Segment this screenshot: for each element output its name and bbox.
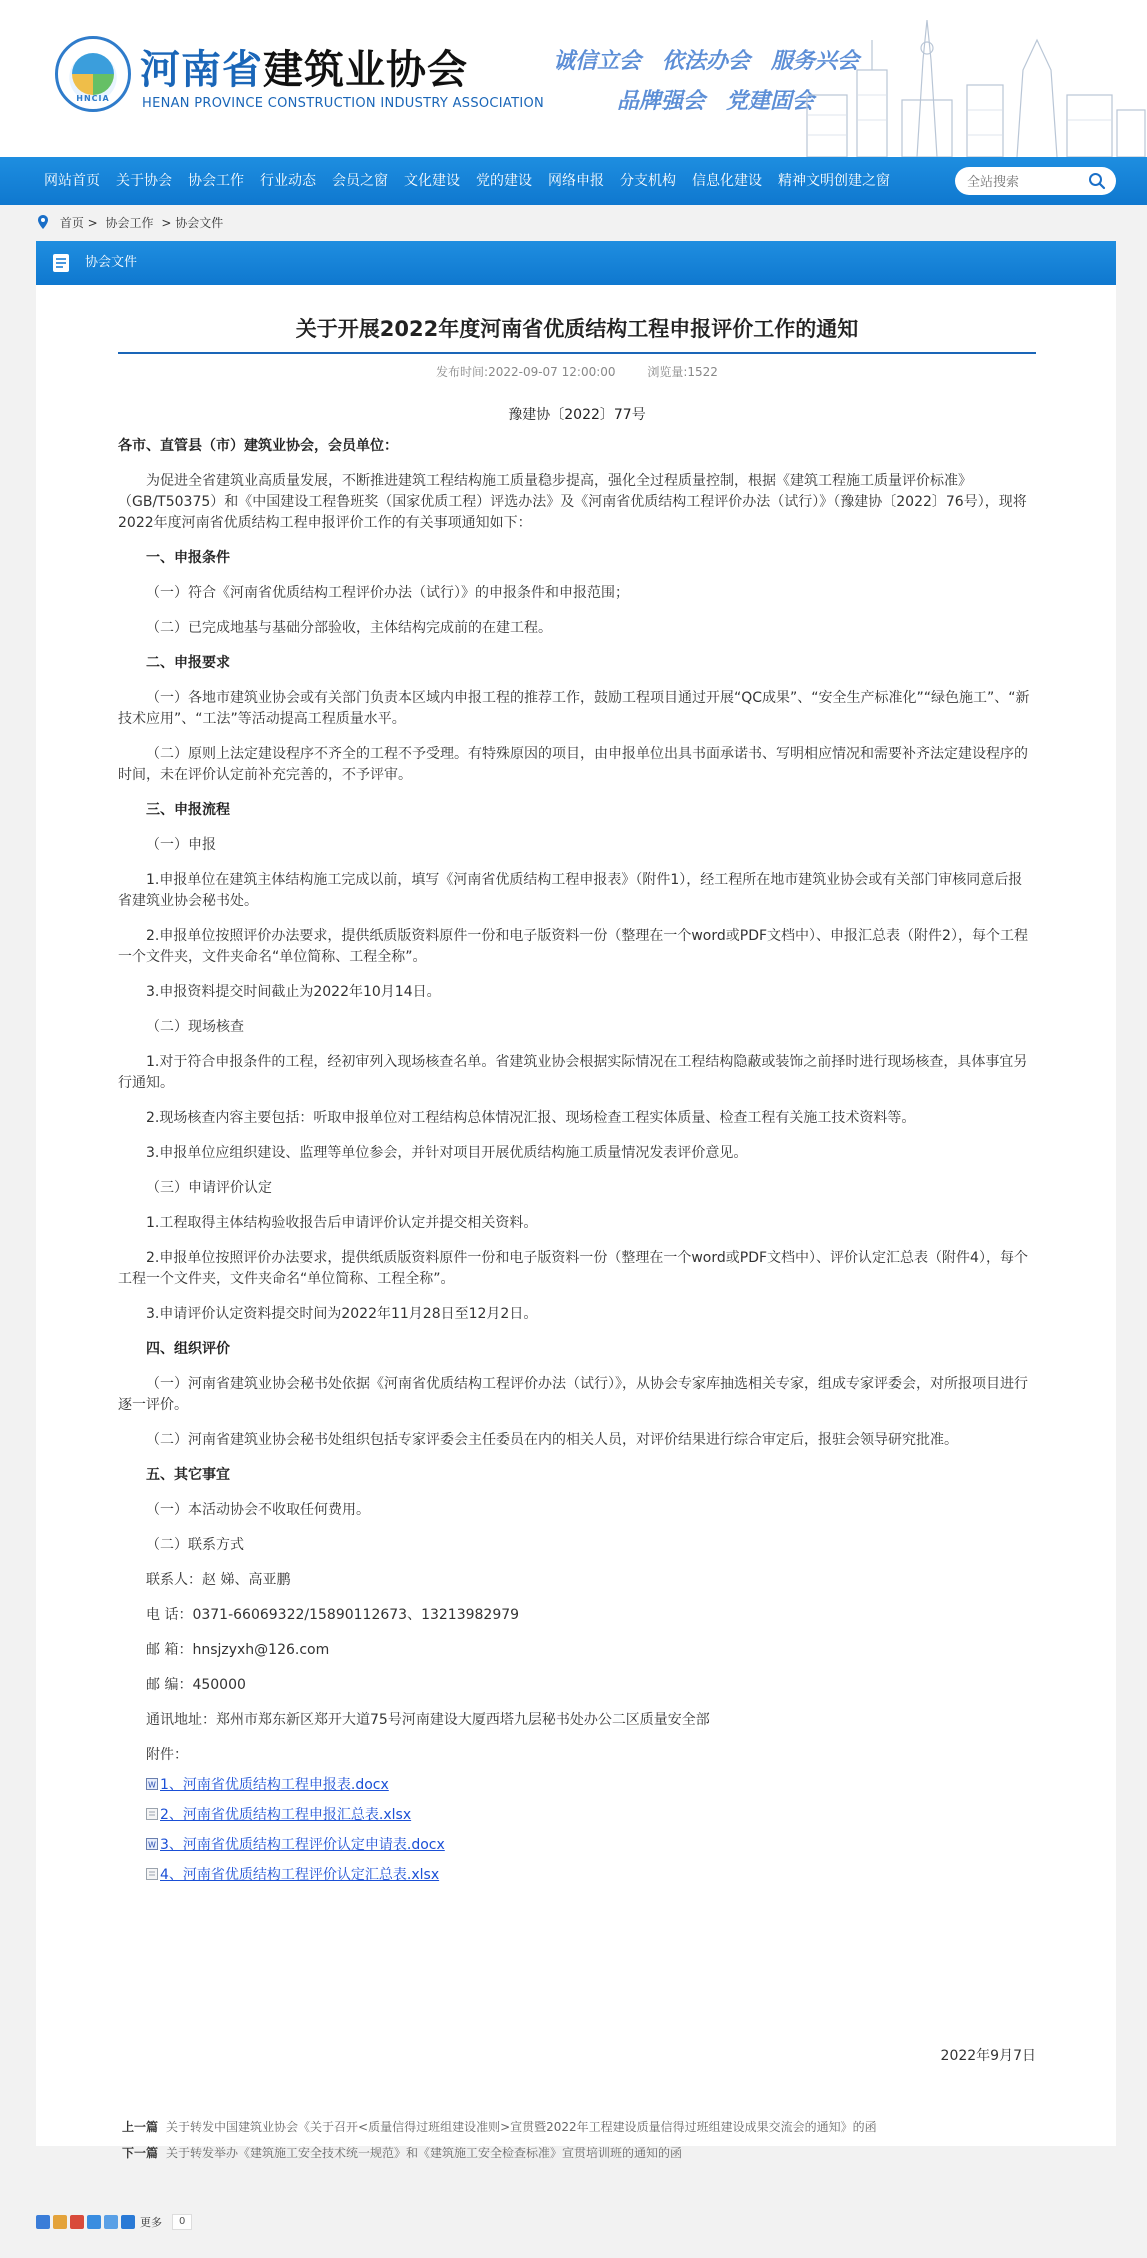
paragraph: （二）河南省建筑业协会秘书处组织包括专家评委会主任委员在内的相关人员，对评价结果进行综合审定后，报驻会领导研究批准。: [146, 1432, 958, 1448]
share-weibo-icon[interactable]: [53, 2215, 67, 2229]
paragraph: 2.申报单位按照评价办法要求，提供纸质版资料原件一份和电子版资料一份（整理在一个word或PDF文档中）、申报汇总表（附件2），每个工程一个文件夹，文件夹命名“单位简称、工程全称”。: [118, 928, 1028, 965]
nav-item-civilization[interactable]: 精神文明创建之窗: [778, 173, 890, 189]
nav-item-members[interactable]: 会员之窗: [332, 173, 388, 189]
share-douban-icon[interactable]: [104, 2215, 118, 2229]
contact-email: 邮 箱：hnsjzyxh@126.com: [146, 1642, 330, 1658]
nav-item-online-apply[interactable]: 网络申报: [548, 173, 604, 189]
share-renren-icon[interactable]: [87, 2215, 101, 2229]
logo-emblem-icon: [72, 53, 114, 95]
paragraph: 1.对于符合申报条件的工程，经初审列入现场核查名单。省建筑业协会根据实际情况在工程结构隐蔽或装饰之前择时进行现场核查，具体事宜另行通知。: [118, 1054, 1028, 1091]
paragraph: 3.申请评价认定资料提交时间为2022年11月28日至12月2日。: [146, 1306, 538, 1322]
section-title: 协会文件: [85, 255, 138, 270]
contact-address: 通讯地址：郑州市郑东新区郑开大道75号河南建设大厦西塔九层秘书处办公二区质量安全部: [146, 1712, 710, 1728]
paragraph: 1.工程取得主体结构验收报告后申请评价认定并提交相关资料。: [146, 1215, 538, 1231]
paragraph: （二）原则上法定建设程序不齐全的工程不予受理。有特殊原因的项目，由申报单位出具书面承诺书、写明相应情况和需要补齐法定建设程序的时间，未在评价认定前补充完善的，不予评审。: [118, 746, 1028, 783]
association-logo[interactable]: [55, 36, 131, 112]
xlsx-file-icon: [146, 1868, 158, 1880]
paragraph: （一）河南省建筑业协会秘书处依据《河南省优质结构工程评价办法（试行）》，从协会专家库抽选相关专家，组成专家评委会，对所报项目进行逐一评价。: [118, 1376, 1028, 1413]
site-name-english: HENAN PROVINCE CONSTRUCTION INDUSTRY ASSOCIATION: [142, 96, 545, 111]
nav-item-home[interactable]: 网站首页: [44, 173, 100, 189]
nav-item-party[interactable]: 党的建设: [476, 173, 532, 189]
nav-item-branches[interactable]: 分支机构: [620, 173, 676, 189]
document-number: 豫建协〔2022〕77号: [508, 407, 646, 423]
contact-person: 联系人：赵 娣、高亚鹏: [146, 1572, 291, 1588]
xlsx-file-icon: [146, 1808, 158, 1820]
section-heading-5: 五、其它事宜: [146, 1467, 230, 1483]
svg-text:W: W: [148, 1840, 156, 1850]
paragraph: 2.现场核查内容主要包括：听取申报单位对工程结构总体情况汇报、现场检查工程实体质量、检查工程有关施工技术资料等。: [146, 1110, 916, 1126]
breadcrumb-current[interactable]: > 协会文件: [161, 216, 224, 230]
main-nav: [0, 157, 1147, 205]
nav-item-industry-news[interactable]: 行业动态: [260, 173, 316, 189]
site-search: [955, 167, 1116, 195]
addressee: 各市、直管县（市）建筑业协会，会员单位：: [118, 438, 398, 454]
next-label: 下一篇: [122, 2146, 159, 2160]
paragraph: 3.申报资料提交时间截止为2022年10月14日。: [146, 984, 441, 1000]
attachments-label: 附件：: [146, 1747, 188, 1763]
logo-text: HNCIA: [76, 94, 110, 103]
site-header: [0, 0, 1147, 157]
main-panel: [36, 241, 1116, 2146]
slogan-3: 服务兴会: [771, 49, 860, 74]
slogan-4: 品牌强会: [617, 89, 706, 114]
prev-article-link[interactable]: 关于转发中国建筑业协会《关于召开<质量信得过班组建设准则>宣贯暨2022年工程建设质量信得过班组建设成果交流会的通知》的函: [166, 2120, 877, 2134]
share-qzone-icon[interactable]: [36, 2215, 50, 2229]
next-article: [122, 2144, 682, 2161]
site-name-dark: 建筑业协会: [263, 46, 468, 93]
paragraph: （一）各地市建筑业协会或有关部门负责本区域内申报工程的推荐工作，鼓励工程项目通过开展“QC成果”、“安全生产标准化”“绿色施工”、“新技术应用”、“工法”等活动提高工程质量水平。: [118, 690, 1030, 727]
attachment-item: [146, 1836, 1036, 1854]
share-tencent-icon[interactable]: [70, 2215, 84, 2229]
paragraph: 1.申报单位在建筑主体结构施工完成以前，填写《河南省优质结构工程申报表》（附件1），经工程所在地市建筑业协会或有关部门审核同意后报省建筑业协会秘书处。: [118, 872, 1023, 909]
share-count: 0: [172, 2214, 192, 2230]
share-more-icon[interactable]: [121, 2215, 135, 2229]
share-bar: [36, 2214, 192, 2230]
site-name[interactable]: [140, 38, 468, 95]
slogan-5: 党建固会: [726, 89, 815, 114]
nav-item-work[interactable]: 协会工作: [188, 173, 244, 189]
docx-file-icon: [146, 1838, 158, 1850]
intro-paragraph: 为促进全省建筑业高质量发展，不断推进建筑工程结构施工质量稳步提高，强化全过程质量控制，根据《建筑工程施工质量评价标准》（GB/T50375）和《中国建设工程鲁班奖（国家优质工程）评选办法》及《河南省优质结构工程评价办法（试行）》（豫建协〔2022〕76号），现将2022年度河南省优质结构工程申报评价工作的有关事项通知如下：: [118, 473, 1027, 531]
paragraph: 2.申报单位按照评价办法要求，提供纸质版资料原件一份和电子版资料一份（整理在一个word或PDF文档中）、评价认定汇总表（附件4），每个工程一个文件夹，文件夹命名“单位简称、工程全称”。: [118, 1250, 1028, 1287]
site-name-blue: 河南省: [140, 46, 263, 93]
location-pin-icon: [38, 215, 48, 229]
nav-item-about[interactable]: 关于协会: [116, 173, 172, 189]
prev-article: [122, 2118, 877, 2135]
paragraph: （二）联系方式: [146, 1537, 244, 1553]
article-body: [118, 436, 1036, 1896]
share-more-label[interactable]: 更多: [140, 2216, 162, 2229]
publish-time: 发布时间:2022-09-07 12:00:00: [436, 365, 616, 379]
search-input[interactable]: [955, 167, 1089, 197]
paragraph: 3.申报单位应组织建设、监理等单位参会，并针对项目开展优质结构施工质量情况发表评价意见。: [146, 1145, 748, 1161]
section-heading-3: 三、申报流程: [146, 802, 230, 818]
document-icon: [53, 254, 69, 272]
slogan-1: 诚信立会: [553, 49, 642, 74]
subheading: （一）申报: [146, 837, 216, 853]
attachment-item: [146, 1866, 1036, 1884]
contact-postcode: 邮 编：450000: [146, 1677, 246, 1693]
paragraph: （一）符合《河南省优质结构工程评价办法（试行）》的申报条件和申报范围；: [146, 585, 629, 601]
nav-item-it[interactable]: 信息化建设: [692, 173, 762, 189]
subheading: （二）现场核查: [146, 1019, 244, 1035]
section-heading-4: 四、组织评价: [146, 1341, 230, 1357]
attachment-item: [146, 1776, 1036, 1794]
paragraph: （二）已完成地基与基础分部验收，主体结构完成前的在建工程。: [146, 620, 552, 636]
attachment-link-2[interactable]: 2、河南省优质结构工程申报汇总表.xlsx: [160, 1807, 412, 1823]
section-heading-1: 一、申报条件: [146, 550, 230, 566]
view-count: 浏览量:1522: [647, 365, 718, 379]
title-divider: [118, 352, 1036, 354]
svg-text:W: W: [148, 1780, 156, 1790]
docx-file-icon: [146, 1778, 158, 1790]
article-meta: [118, 363, 1036, 380]
attachment-link-1[interactable]: 1、河南省优质结构工程申报表.docx: [160, 1777, 389, 1793]
signing-date: 2022年9月7日: [940, 2048, 1036, 2064]
search-icon[interactable]: [1088, 172, 1106, 190]
breadcrumb-home[interactable]: 首页 >: [59, 216, 98, 230]
subheading: （三）申请评价认定: [146, 1180, 272, 1196]
prev-label: 上一篇: [122, 2120, 159, 2134]
attachment-link-3[interactable]: 3、河南省优质结构工程评价认定申请表.docx: [160, 1837, 445, 1853]
paragraph: （一）本活动协会不收取任何费用。: [146, 1502, 370, 1518]
attachment-link-4[interactable]: 4、河南省优质结构工程评价认定汇总表.xlsx: [160, 1867, 440, 1883]
breadcrumb: [0, 205, 1147, 241]
city-skyline-illustration: [787, 0, 1147, 157]
next-article-link[interactable]: 关于转发举办《建筑施工安全技术统一规范》和《建筑施工安全检查标准》宣贯培训班的通知的函: [166, 2146, 683, 2160]
breadcrumb-work[interactable]: 协会工作: [105, 216, 154, 230]
attachment-item: [146, 1806, 1036, 1824]
article-title: 关于开展2022年度河南省优质结构工程申报评价工作的通知: [295, 317, 859, 341]
attachment-list: [118, 1776, 1036, 1884]
section-header: [36, 241, 1116, 285]
nav-item-culture[interactable]: 文化建设: [404, 173, 460, 189]
contact-phone: 电 话：0371-66069322/15890112673、13213982979: [146, 1607, 520, 1623]
slogan-2: 依法办会: [662, 49, 751, 74]
section-heading-2: 二、申报要求: [146, 655, 230, 671]
